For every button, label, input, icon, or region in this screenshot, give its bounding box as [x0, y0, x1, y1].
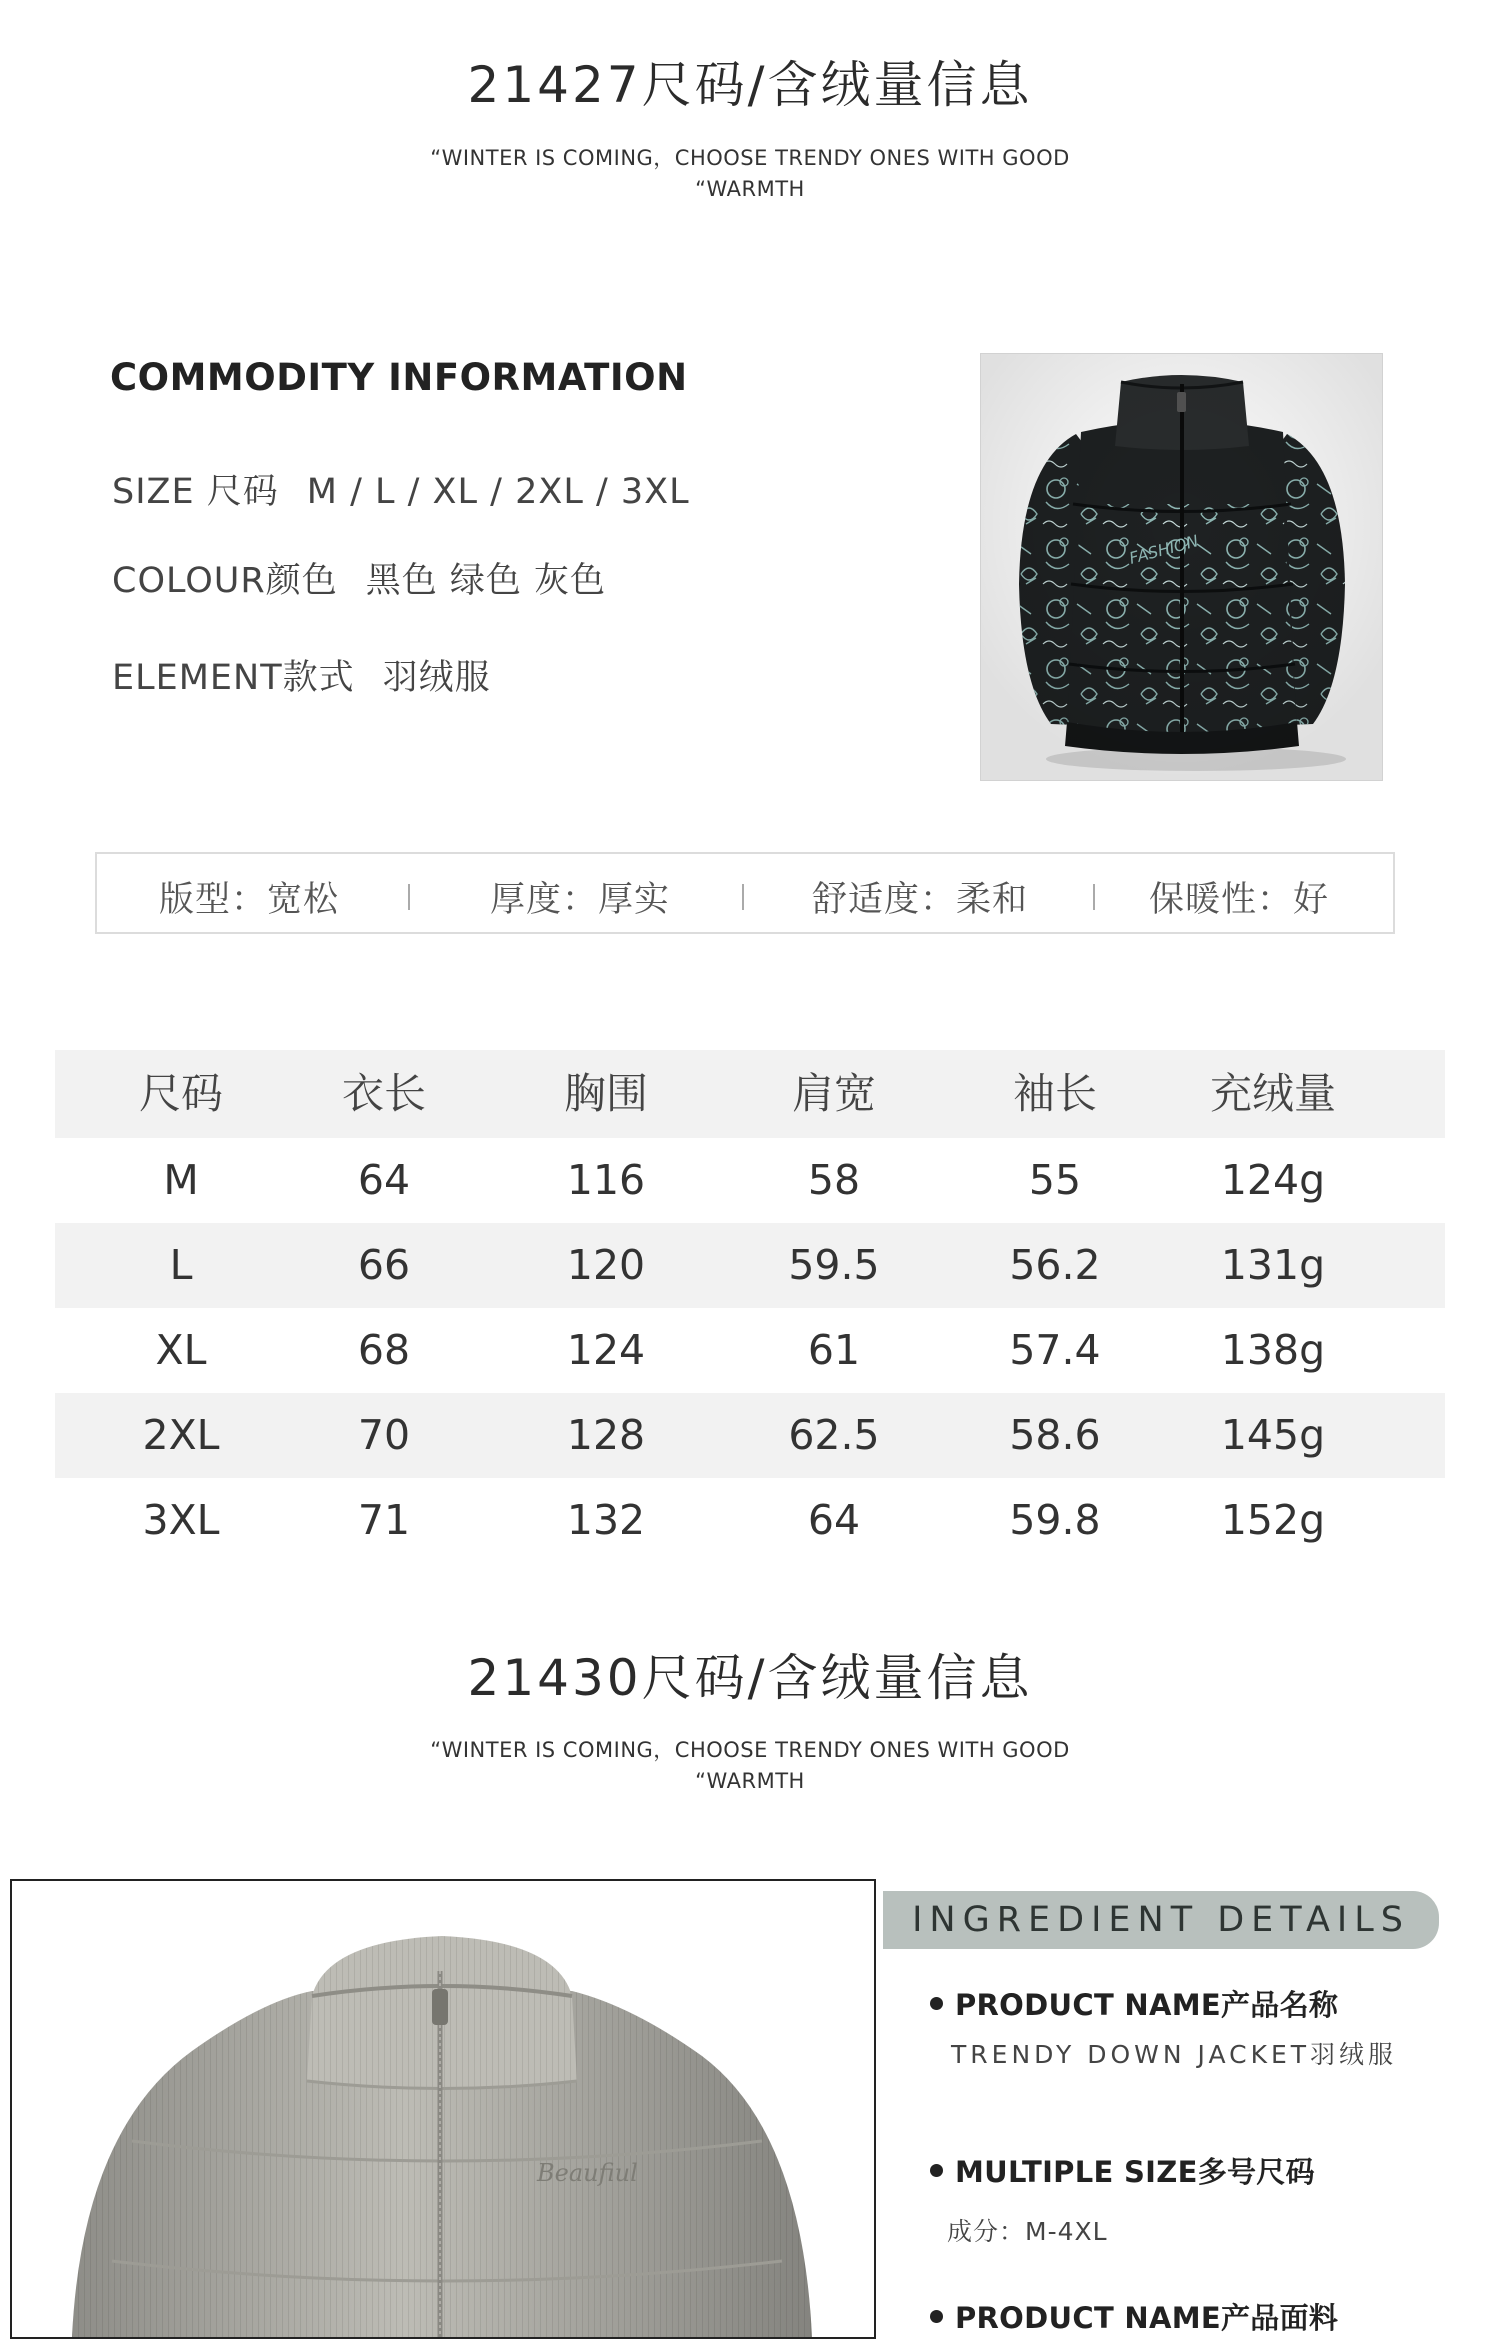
- cell-chest: 120: [566, 1241, 646, 1289]
- header-length: 衣长: [341, 1069, 426, 1118]
- element-value: 羽绒服: [382, 658, 491, 698]
- feature-divider: [1093, 884, 1095, 910]
- size-info-row: [112, 464, 690, 514]
- table-row: [55, 1308, 1445, 1393]
- section2-subtitle-line2: “WARMTH: [695, 1769, 805, 1793]
- cell-sleeve: 59.8: [1009, 1496, 1101, 1544]
- feature-fit: 版型：宽松: [159, 880, 340, 920]
- header-sleeve: 袖长: [1012, 1069, 1097, 1118]
- cell-shoulder: 59.5: [788, 1241, 880, 1289]
- feature-divider: [742, 884, 744, 910]
- cell-down-fill: 138g: [1220, 1326, 1326, 1374]
- bullet-dot: [930, 2164, 943, 2177]
- multiple-size-heading: [930, 2150, 1315, 2191]
- feature-thickness: 厚度：厚实: [490, 880, 671, 920]
- feature-warmth: 保暖性：好: [1149, 880, 1330, 920]
- cell-size: XL: [155, 1326, 207, 1374]
- section2-subtitle: [0, 1735, 1500, 1797]
- size-value: M / L / XL / 2XL / 3XL: [306, 472, 690, 512]
- header-down-fill: 充绒量: [1209, 1069, 1336, 1118]
- cell-length: 64: [357, 1156, 411, 1204]
- section1-subtitle-line1: “WINTER IS COMING，CHOOSE TRENDY ONES WITH GOOD: [430, 146, 1070, 170]
- section1-subtitle: [0, 143, 1500, 205]
- cell-shoulder: 61: [807, 1326, 861, 1374]
- ingredient-details-title: INGREDIENT DETAILS: [912, 1900, 1410, 1940]
- product-name-heading: [930, 1983, 1338, 2024]
- cell-length: 70: [357, 1411, 411, 1459]
- size-table: [55, 1050, 1445, 1563]
- grey-jacket-photo: [10, 1879, 876, 2339]
- cell-chest: 132: [566, 1496, 646, 1544]
- bullet-dot: [930, 2310, 943, 2323]
- black-jacket-illustration: [981, 354, 1382, 780]
- bullet-dot: [930, 1997, 943, 2010]
- cell-size: 2XL: [142, 1411, 220, 1459]
- cell-size: M: [163, 1156, 199, 1204]
- multiple-size-value: 成分：M-4XL: [947, 2217, 1108, 2246]
- element-info-row: [112, 650, 491, 700]
- cell-chest: 128: [566, 1411, 646, 1459]
- feature-comfort: 舒适度：柔和: [812, 880, 1029, 920]
- section2-subtitle-line1: “WINTER IS COMING，CHOOSE TRENDY ONES WITH GOOD: [430, 1738, 1070, 1762]
- product-name-label: PRODUCT NAME产品名称: [955, 1988, 1339, 2022]
- cell-shoulder: 62.5: [788, 1411, 880, 1459]
- product-fabric-label: PRODUCT NAME产品面料: [955, 2301, 1339, 2335]
- grey-jacket-illustration: [12, 1881, 874, 2337]
- cell-chest: 116: [566, 1156, 646, 1204]
- jacket-embroidery: Beaufiul: [537, 2159, 638, 2187]
- cell-length: 71: [357, 1496, 411, 1544]
- section2-title: 21430尺码/含绒量信息: [467, 1649, 1033, 1707]
- ingredient-details-banner: [883, 1891, 1439, 1949]
- cell-sleeve: 55: [1028, 1156, 1082, 1204]
- cell-size: L: [169, 1241, 193, 1289]
- jacket-print-text: FASHION: [1127, 531, 1201, 568]
- cell-shoulder: 64: [807, 1496, 861, 1544]
- cell-down-fill: 124g: [1220, 1156, 1326, 1204]
- cell-down-fill: 145g: [1220, 1411, 1326, 1459]
- cell-down-fill: 131g: [1220, 1241, 1326, 1289]
- table-row: [55, 1478, 1445, 1563]
- section1-subtitle-line2: “WARMTH: [695, 177, 805, 201]
- size-label: SIZE 尺码: [112, 472, 279, 512]
- cell-sleeve: 56.2: [1009, 1241, 1101, 1289]
- size-table-header-row: [55, 1050, 1445, 1138]
- commodity-heading: COMMODITY INFORMATION: [110, 356, 688, 399]
- section1-title: 21427尺码/含绒量信息: [467, 56, 1033, 114]
- cell-length: 68: [357, 1326, 411, 1374]
- header-chest: 胸围: [563, 1069, 648, 1118]
- multiple-size-label: MULTIPLE SIZE多号尺码: [955, 2155, 1315, 2189]
- cell-chest: 124: [566, 1326, 646, 1374]
- colour-info-row: [112, 553, 606, 603]
- table-row: [55, 1393, 1445, 1478]
- cell-length: 66: [357, 1241, 411, 1289]
- cell-size: 3XL: [142, 1496, 220, 1544]
- product-fabric-heading: [930, 2296, 1338, 2337]
- black-jacket-photo: [980, 353, 1383, 781]
- cell-sleeve: 58.6: [1009, 1411, 1101, 1459]
- header-size: 尺码: [138, 1069, 223, 1118]
- colour-value: 黑色 绿色 灰色: [365, 561, 606, 601]
- table-row: [55, 1223, 1445, 1308]
- cell-sleeve: 57.4: [1009, 1326, 1101, 1374]
- element-label: ELEMENT款式: [112, 658, 355, 698]
- cell-down-fill: 152g: [1220, 1496, 1326, 1544]
- colour-label: COLOUR颜色: [112, 561, 338, 601]
- product-name-value: TRENDY DOWN JACKET羽绒服: [951, 2040, 1398, 2069]
- feature-box: [95, 852, 1395, 934]
- cell-shoulder: 58: [807, 1156, 861, 1204]
- feature-divider: [408, 884, 410, 910]
- header-shoulder: 肩宽: [791, 1069, 876, 1118]
- table-row: [55, 1138, 1445, 1223]
